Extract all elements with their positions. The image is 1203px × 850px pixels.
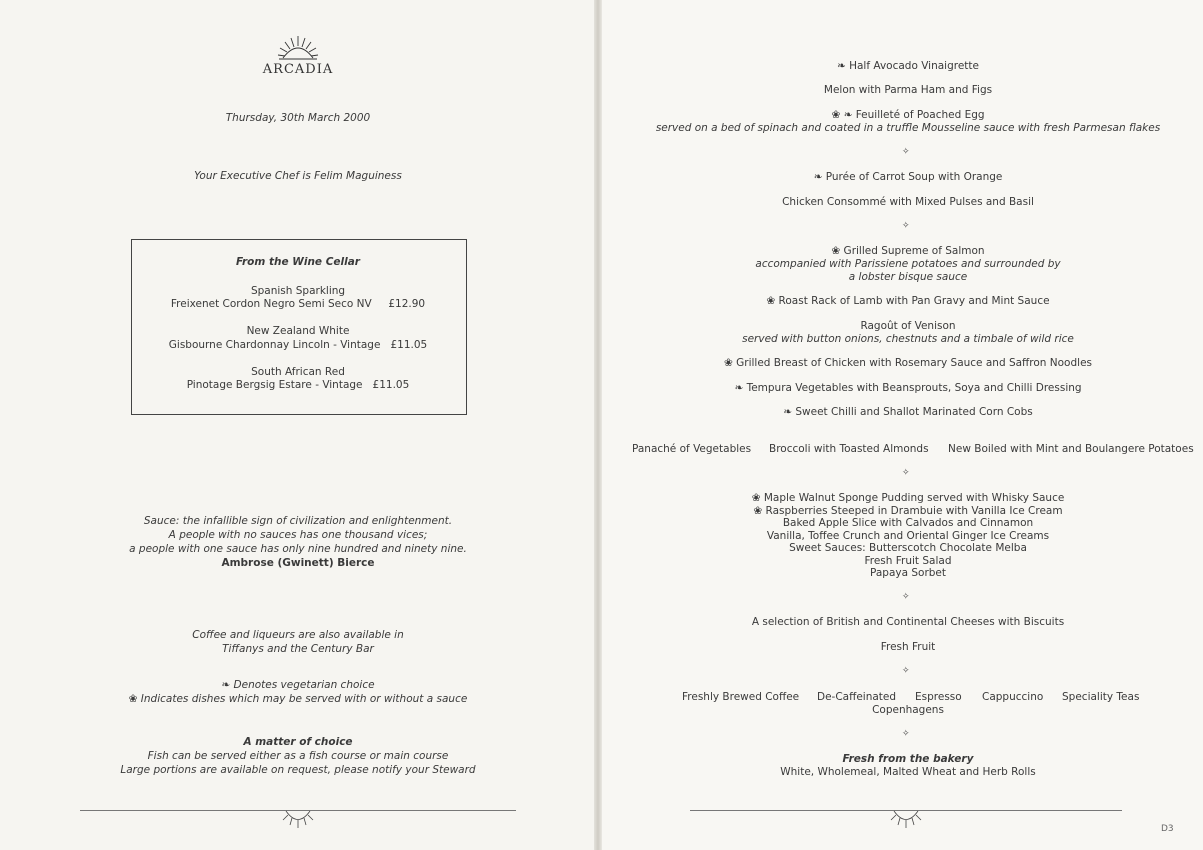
main-item: Ragoût of Venison [860, 320, 956, 332]
main-item: ❀ Grilled Supreme of Salmon [831, 245, 985, 257]
wine-item [131, 379, 465, 392]
bakery-title: Fresh from the bakery [842, 753, 974, 765]
course-divider-icon: ✧ [902, 147, 910, 157]
drink-item: Cappuccino [982, 691, 1044, 703]
wine-category: New Zealand White [246, 325, 350, 337]
choice-line: Large portions are available on request, please notify your Steward [120, 764, 476, 776]
arcadia-logo [258, 34, 338, 77]
quote-author: Ambrose (Gwinett) Bierce [221, 557, 375, 569]
choice-line: Fish can be served either as a fish course or main course [147, 750, 449, 762]
sunburst-ornament-icon [886, 810, 926, 830]
chef-credit: Your Executive Chef is Felim Maguiness [194, 170, 402, 182]
wine-name: Gisbourne Chardonnay Lincoln - Vintage [168, 339, 381, 351]
wine-cellar-title: From the Wine Cellar [235, 256, 360, 268]
fruit-item: Fresh Fruit [880, 641, 936, 653]
quote-line: a people with one sauce has only nine hundred and ninety nine. [129, 543, 467, 555]
main-item: ❧ Sweet Chilli and Shallot Marinated Corn Cobs [783, 406, 1033, 418]
dessert-item: ❀ Raspberries Steeped in Drambuie with Vanilla Ice Cream [753, 505, 1063, 517]
wine-category: South African Red [251, 366, 345, 378]
coffee-note: Tiffanys and the Century Bar [222, 643, 374, 655]
quote-line: A people with no sauces has one thousand vices; [168, 529, 428, 541]
bakery-items: White, Wholemeal, Malted Wheat and Herb Rolls [780, 766, 1036, 778]
course-divider-icon: ✧ [902, 666, 910, 676]
wine-item [131, 298, 465, 311]
soup-item: Chicken Consommé with Mixed Pulses and Basil [782, 196, 1034, 208]
dessert-item: Fresh Fruit Salad [864, 555, 952, 567]
main-item: ❀ Grilled Breast of Chicken with Rosemary Sauce and Saffron Noodles [724, 357, 1092, 369]
dessert-item: ❀ Maple Walnut Sponge Pudding served with Whisky Sauce [751, 492, 1065, 504]
main-item: ❧ Tempura Vegetables with Beansprouts, Soya and Chilli Dressing [734, 382, 1082, 394]
drink-item: De-Caffeinated [817, 691, 897, 703]
wine-name: Pinotage Bergsig Estare - Vintage [186, 379, 363, 391]
dessert-item: Vanilla, Toffee Crunch and Oriental Ginger Ice Creams [766, 530, 1050, 542]
soup-item: ❧ Purée of Carrot Soup with Orange [813, 171, 1003, 183]
starter-item: ❀ ❧ Feuilleté of Poached Egg [831, 109, 985, 121]
legend-sauce: ❀ Indicates dishes which may be served with or without a sauce [128, 693, 468, 705]
wine-category: Spanish Sparkling [250, 285, 346, 297]
choice-title: A matter of choice [243, 736, 353, 748]
course-divider-icon: ✧ [902, 729, 910, 739]
side-dish: Panaché of Vegetables [632, 443, 752, 455]
cheese-item: A selection of British and Continental Cheeses with Biscuits [751, 616, 1065, 628]
sunburst-icon [273, 34, 323, 60]
legend-vegetarian: ❧ Denotes vegetarian choice [221, 679, 375, 691]
main-item: ❀ Roast Rack of Lamb with Pan Gravy and Mint Sauce [766, 295, 1050, 307]
brand-name: ARCADIA [262, 62, 334, 77]
wine-name: Freixenet Cordon Negro Semi Seco NV [170, 298, 372, 310]
starter-description: served on a bed of spinach and coated in a truffle Mousseline sauce with fresh Parmesan flakes [655, 122, 1161, 134]
wine-price: £11.05 [390, 339, 428, 351]
main-description: a lobster bisque sauce [848, 271, 968, 283]
course-divider-icon: ✧ [902, 468, 910, 478]
course-divider-icon: ✧ [902, 221, 910, 231]
drink-item: Copenhagens [872, 704, 944, 716]
side-dish: Broccoli with Toasted Almonds [769, 443, 929, 455]
main-description: accompanied with Parissiene potatoes and surrounded by [755, 258, 1061, 270]
dessert-item: Papaya Sorbet [869, 567, 947, 579]
drink-item: Speciality Teas [1062, 691, 1140, 703]
wine-price: £12.90 [388, 298, 426, 310]
dessert-item: Sweet Sauces: Butterscotch Chocolate Melba [789, 542, 1027, 554]
dessert-item: Baked Apple Slice with Calvados and Cinnamon [782, 517, 1034, 529]
drink-item: Freshly Brewed Coffee [682, 691, 800, 703]
page-number: D3 [1161, 824, 1174, 834]
side-dish: New Boiled with Mint and Boulangere Potatoes [948, 443, 1194, 455]
coffee-note: Coffee and liqueurs are also available in [192, 629, 404, 641]
page-gutter [594, 0, 602, 850]
course-divider-icon: ✧ [902, 592, 910, 602]
wine-item [131, 339, 465, 352]
wine-price: £11.05 [372, 379, 410, 391]
sunburst-ornament-icon [278, 810, 318, 830]
starter-item: Melon with Parma Ham and Figs [823, 84, 993, 96]
main-description: served with button onions, chestnuts and a timbale of wild rice [742, 333, 1074, 345]
starter-item: ❧ Half Avocado Vinaigrette [836, 60, 980, 72]
menu-date: Thursday, 30th March 2000 [225, 112, 371, 124]
drink-item: Espresso [915, 691, 962, 703]
left-page [0, 0, 596, 850]
quote-line: Sauce: the infallible sign of civilization and enlightenment. [143, 515, 453, 527]
